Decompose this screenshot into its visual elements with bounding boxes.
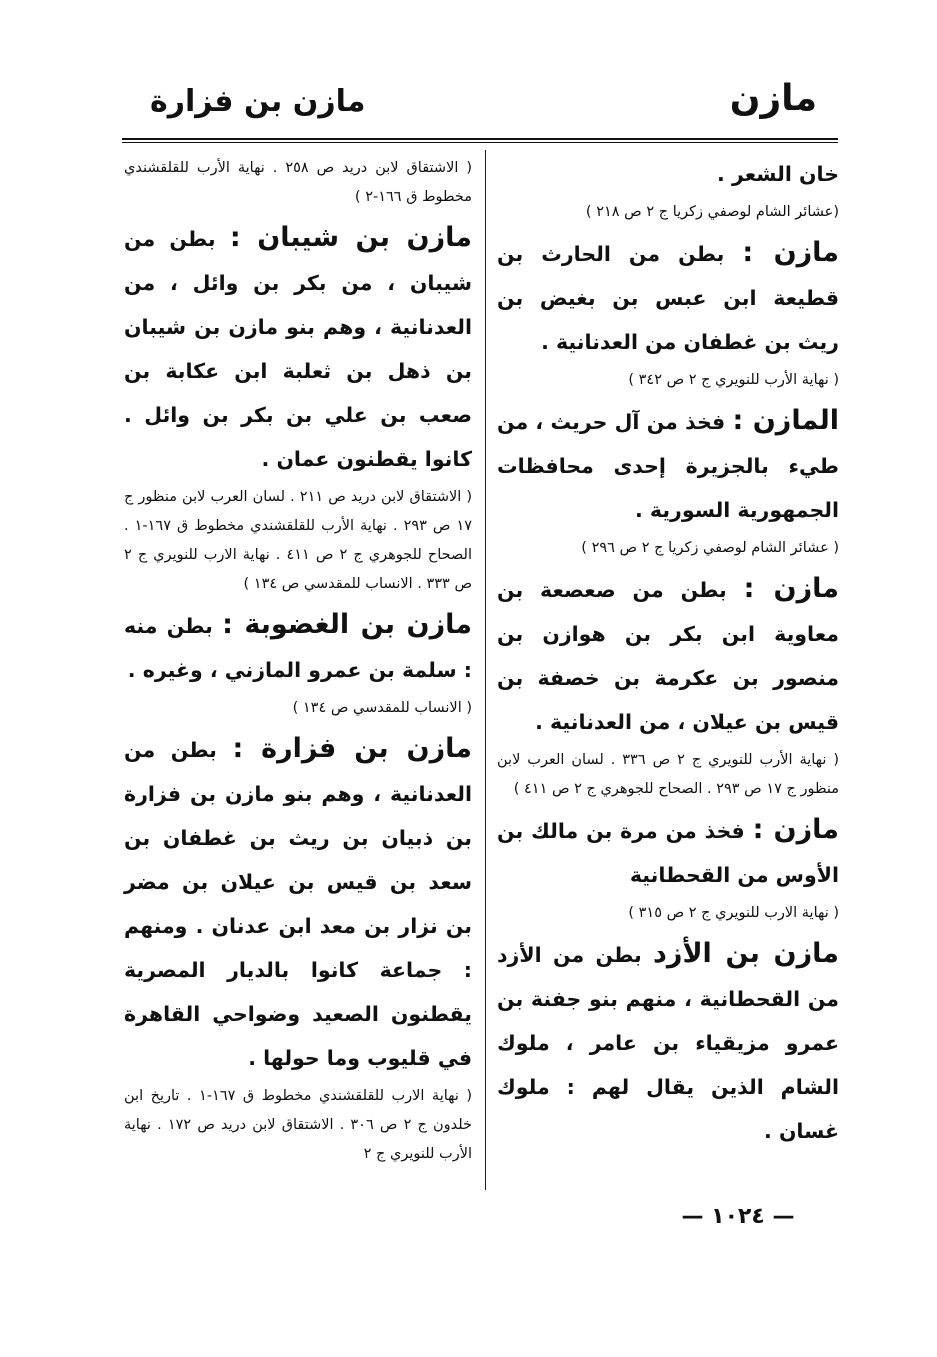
reference-note: ( عشائر الشام لوصفي زكريا ج ٢ ص ٢٩٦ ) (581, 540, 839, 556)
entry-heading: مازن : (743, 573, 839, 604)
reference-note: ( نهاية الأرب للنويري ج ٢ ص ٣٣٦ . لسان العرب لابن منظور ج ١٧ ص ٢٩٣ . الصحاح للجوهري ج ٢ ص ٤١١ ) (497, 752, 840, 797)
running-head-left: مازن بن فزارة (150, 84, 366, 119)
reference-note: ( نهاية الأرب للنويري ج ٢ ص ٣٤٢ ) (628, 372, 839, 388)
reference-note: ( الاشتقاق لابن دريد ص ٢٥٨ . نهاية الأرب للقلقشندي مخطوط ق ١٦٦-٢ ) (124, 160, 472, 205)
entry-paragraph (497, 932, 839, 1153)
entry-paragraph (497, 567, 839, 744)
entry-text: فخذ من آل حريث ، من طيء بالجزيرة إحدى محافظات الجمهورية السورية . (497, 410, 839, 522)
entry-text: بطن منه : سلمة بن عمرو المازني ، وغيره . (124, 614, 472, 682)
right-column (497, 152, 839, 1153)
body-paragraph: خان الشعر . (717, 162, 839, 186)
entry-heading: مازن : (752, 814, 839, 845)
column-separator (485, 150, 486, 1190)
entry-heading: مازن بن الأزد (653, 938, 839, 969)
entry-paragraph (124, 603, 472, 692)
entry-paragraph (497, 231, 839, 364)
entry-heading: مازن بن الغضوبة : (222, 609, 472, 640)
entry-heading: مازن : (742, 237, 840, 268)
entry-paragraph (497, 399, 839, 532)
entry-text: بطن من العدنانية ، وهم بنو مازن بن فزارة بن ذبيان بن ريث بن غطفان بن سعد بن قيس بن عيلان بن مضر بن نزار بن معد ابن عدنان . ومنهم : جماعة كانوا بالديار المصرية يقطنون الصعيد وضواحي القاهرة في قليوب وما حولها . (124, 738, 472, 1070)
entry-paragraph (497, 808, 839, 897)
reference-note: ( نهاية الارب للقلقشندي مخطوط ق ١٦٧-١ . تاريخ ابن خلدون ج ٢ ص ٣٠٦ . الاشتقاق لابن دريد ص ١٧٢ . نهاية الأرب للنويري ج ٢ (124, 1088, 473, 1162)
left-column (124, 152, 472, 1173)
reference-note: (عشائر الشام لوصفي زكريا ج ٢ ص ٢١٨ ) (585, 204, 839, 220)
entry-paragraph (124, 727, 472, 1080)
entry-heading: مازن بن شيبان : (229, 222, 472, 253)
entry-text: بطن من الحارث بن قطيعة ابن عبس بن بغيض بن ريث بن غطفان من العدنانية . (497, 242, 839, 354)
header-rule (122, 138, 838, 143)
reference-note: ( نهاية الارب للنويري ج ٢ ص ٣١٥ ) (628, 905, 839, 921)
reference-note: ( الانساب للمقدسي ص ١٣٤ ) (292, 700, 472, 716)
page-number: — ١٠٢٤ — (681, 1204, 795, 1229)
running-head-right: مازن (729, 78, 817, 119)
entry-text: بطن من الأزد من القحطانية ، منهم بنو جفنة بن عمرو مزيقياء بن عامر ، ملوك الشام الذين يقال لهم : ملوك غسان . (497, 943, 839, 1143)
entry-paragraph (124, 216, 472, 481)
reference-note: ( الاشتقاق لابن دريد ص ٢١١ . لسان العرب لابن منظور ج ١٧ ص ٢٩٣ . نهاية الأرب للقلقشندي مخطوط ق ١٦٧-١ . الصحاح للجوهري ج ٢ ص ٤١١ . نهاية الارب للنويري ج ٢ ص ٣٣٣ . الانساب للمقدسي ص ١٣٤ ) (124, 489, 473, 592)
entry-heading: المازن : (732, 405, 839, 436)
entry-heading: مازن بن فزارة : (232, 733, 472, 764)
entry-text: بطن من شيبان ، من بكر بن وائل ، من العدنانية ، وهم بنو مازن بن شيبان بن ذهل بن ثعلبة ابن عكابة بن صعب بن علي بن بكر بن وائل . كانوا يقطنون عمان . (124, 227, 472, 471)
entry-text: بطن من صعصعة بن معاوية ابن بكر بن هوازن بن منصور بن عكرمة بن خصفة بن قيس بن عيلان ، من العدنانية . (497, 578, 839, 734)
entry-text: فخذ من مرة بن مالك بن الأوس من القحطانية (497, 819, 839, 887)
